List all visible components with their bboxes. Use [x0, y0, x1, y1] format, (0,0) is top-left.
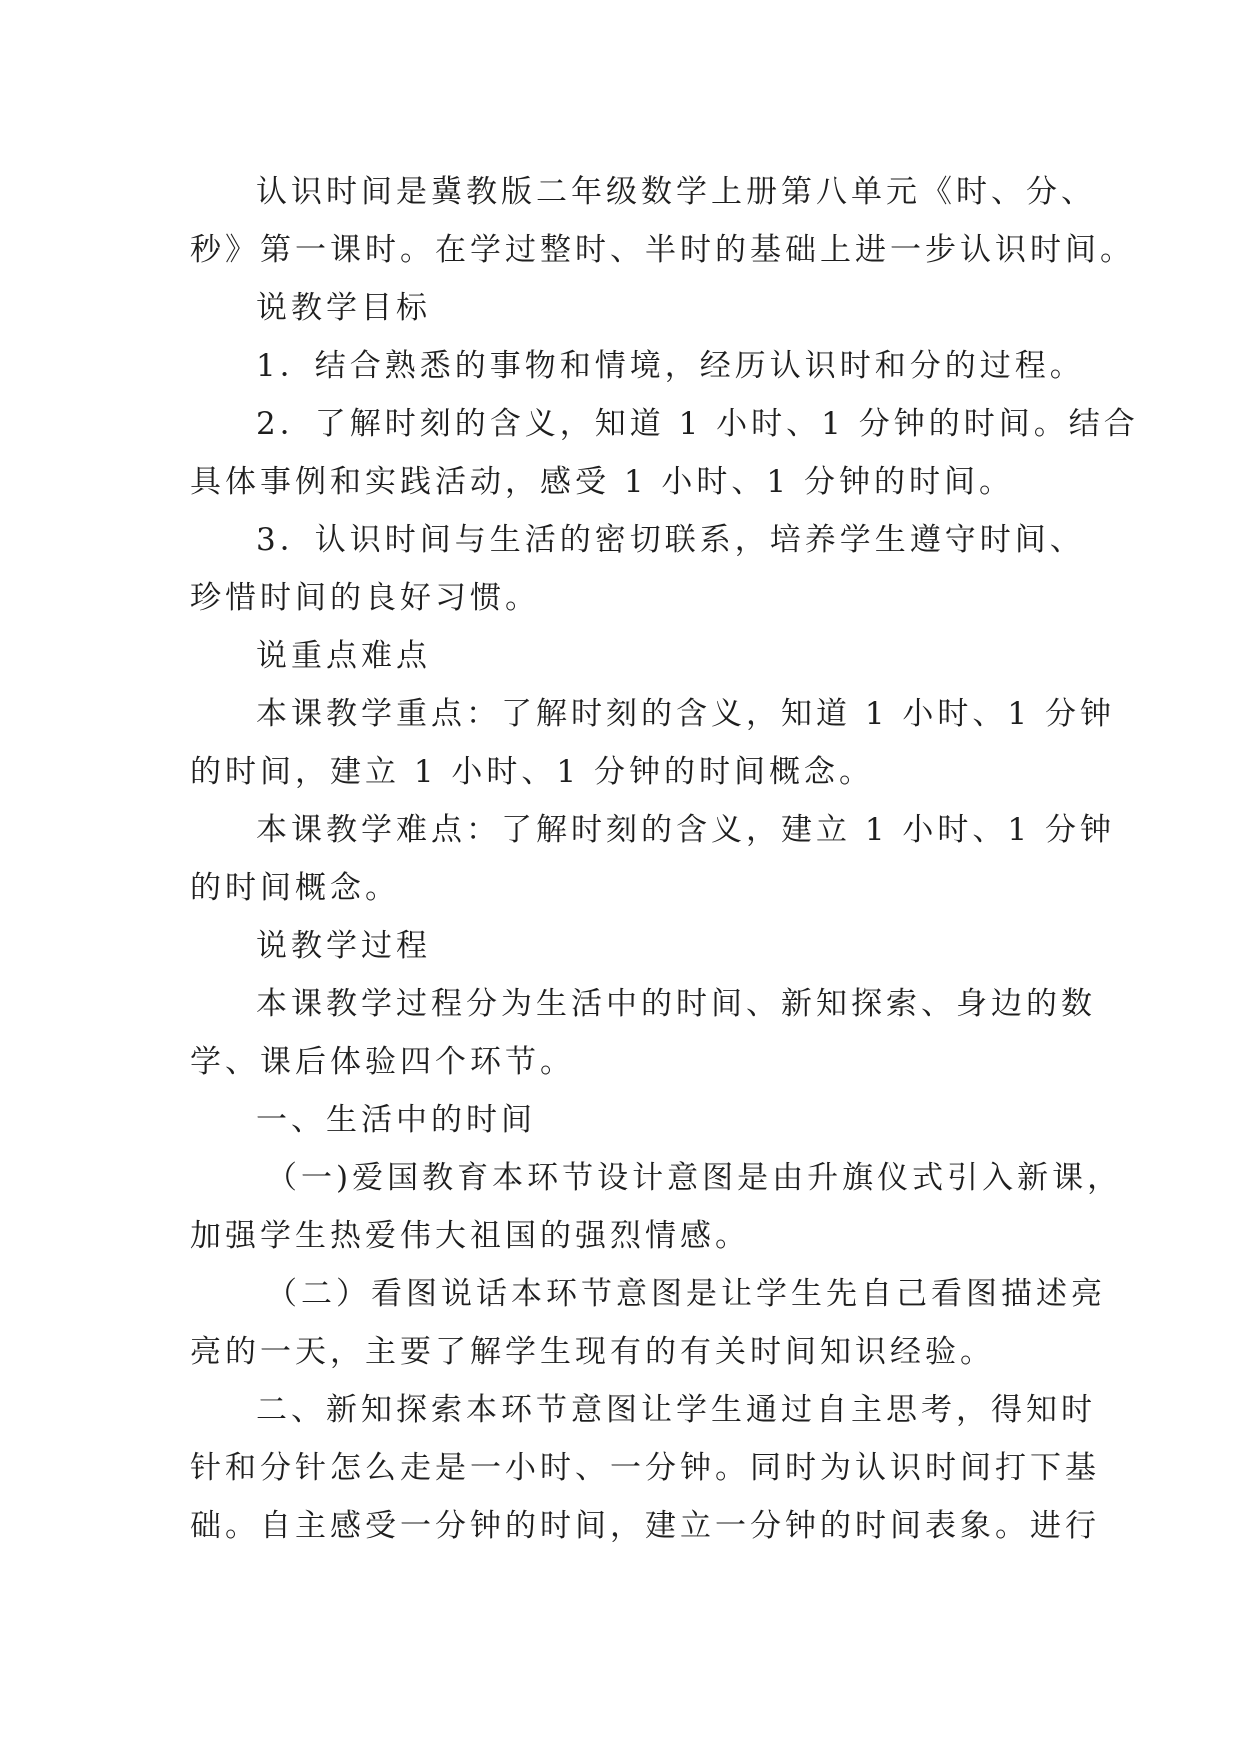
text-line: 本课教学过程分为生活中的时间、新知探索、身边的数 — [256, 986, 1096, 1022]
paragraph-intro — [190, 163, 1135, 279]
text-line: （二）看图说话本环节意图是让学生先自己看图描述亮 — [266, 1276, 1106, 1312]
text-line: 3．认识时间与生活的密切联系，培养学生遵守时间、 — [256, 522, 1085, 558]
heading-line: 说重点难点 — [256, 638, 431, 674]
heading-line: 说教学目标 — [256, 290, 431, 326]
text-line: 秒》第一课时。在学过整时、半时的基础上进一步认识时间。 — [190, 232, 1135, 268]
key-point-paragraph — [190, 685, 1116, 801]
text-line: 本课教学难点：了解时刻的含义，建立 1 小时、1 分钟 — [256, 812, 1116, 848]
text-line: 针和分针怎么走是一小时、一分钟。同时为认识时间打下基 — [190, 1450, 1100, 1486]
section-new-knowledge — [190, 1381, 1100, 1555]
objective-item-2 — [190, 395, 1139, 511]
subsection-patriotic-education — [190, 1149, 1123, 1265]
text-line: （一)爱国教育本环节设计意图是由升旗仪式引入新课， — [266, 1160, 1123, 1196]
document-body — [190, 163, 1139, 1555]
heading-line: 说教学过程 — [256, 928, 431, 964]
text-line: 二、新知探索本环节意图让学生通过自主思考，得知时 — [256, 1392, 1096, 1428]
text-line: 具体事例和实践活动，感受 1 小时、1 分钟的时间。 — [190, 464, 1015, 500]
process-overview-paragraph — [190, 975, 1096, 1091]
objective-item-1 — [190, 337, 1085, 395]
text-line: 的时间概念。 — [190, 870, 400, 906]
section-heading-life-time — [190, 1091, 1050, 1149]
subsection-picture-talk — [190, 1265, 1106, 1381]
text-line: 的时间，建立 1 小时、1 分钟的时间概念。 — [190, 754, 875, 790]
text-line: 学、课后体验四个环节。 — [190, 1044, 575, 1080]
text-line: 1．结合熟悉的事物和情境，经历认识时和分的过程。 — [256, 348, 1085, 384]
heading-line: 一、生活中的时间 — [256, 1102, 536, 1138]
section-heading-objectives — [190, 279, 1050, 337]
text-line: 本课教学重点：了解时刻的含义，知道 1 小时、1 分钟 — [256, 696, 1116, 732]
section-heading-process — [190, 917, 1050, 975]
objective-item-3 — [190, 511, 1085, 627]
text-line: 2．了解时刻的含义，知道 1 小时、1 分钟的时间。结合 — [256, 406, 1139, 442]
text-line: 础。自主感受一分钟的时间，建立一分钟的时间表象。进行 — [190, 1508, 1100, 1544]
text-line: 珍惜时间的良好习惯。 — [190, 580, 540, 616]
difficulty-paragraph — [190, 801, 1116, 917]
section-heading-key-points — [190, 627, 1050, 685]
text-line: 加强学生热爱伟大祖国的强烈情感。 — [190, 1218, 750, 1254]
text-line: 认识时间是冀教版二年级数学上册第八单元《时、分、 — [256, 174, 1096, 210]
text-line: 亮的一天，主要了解学生现有的有关时间知识经验。 — [190, 1334, 995, 1370]
